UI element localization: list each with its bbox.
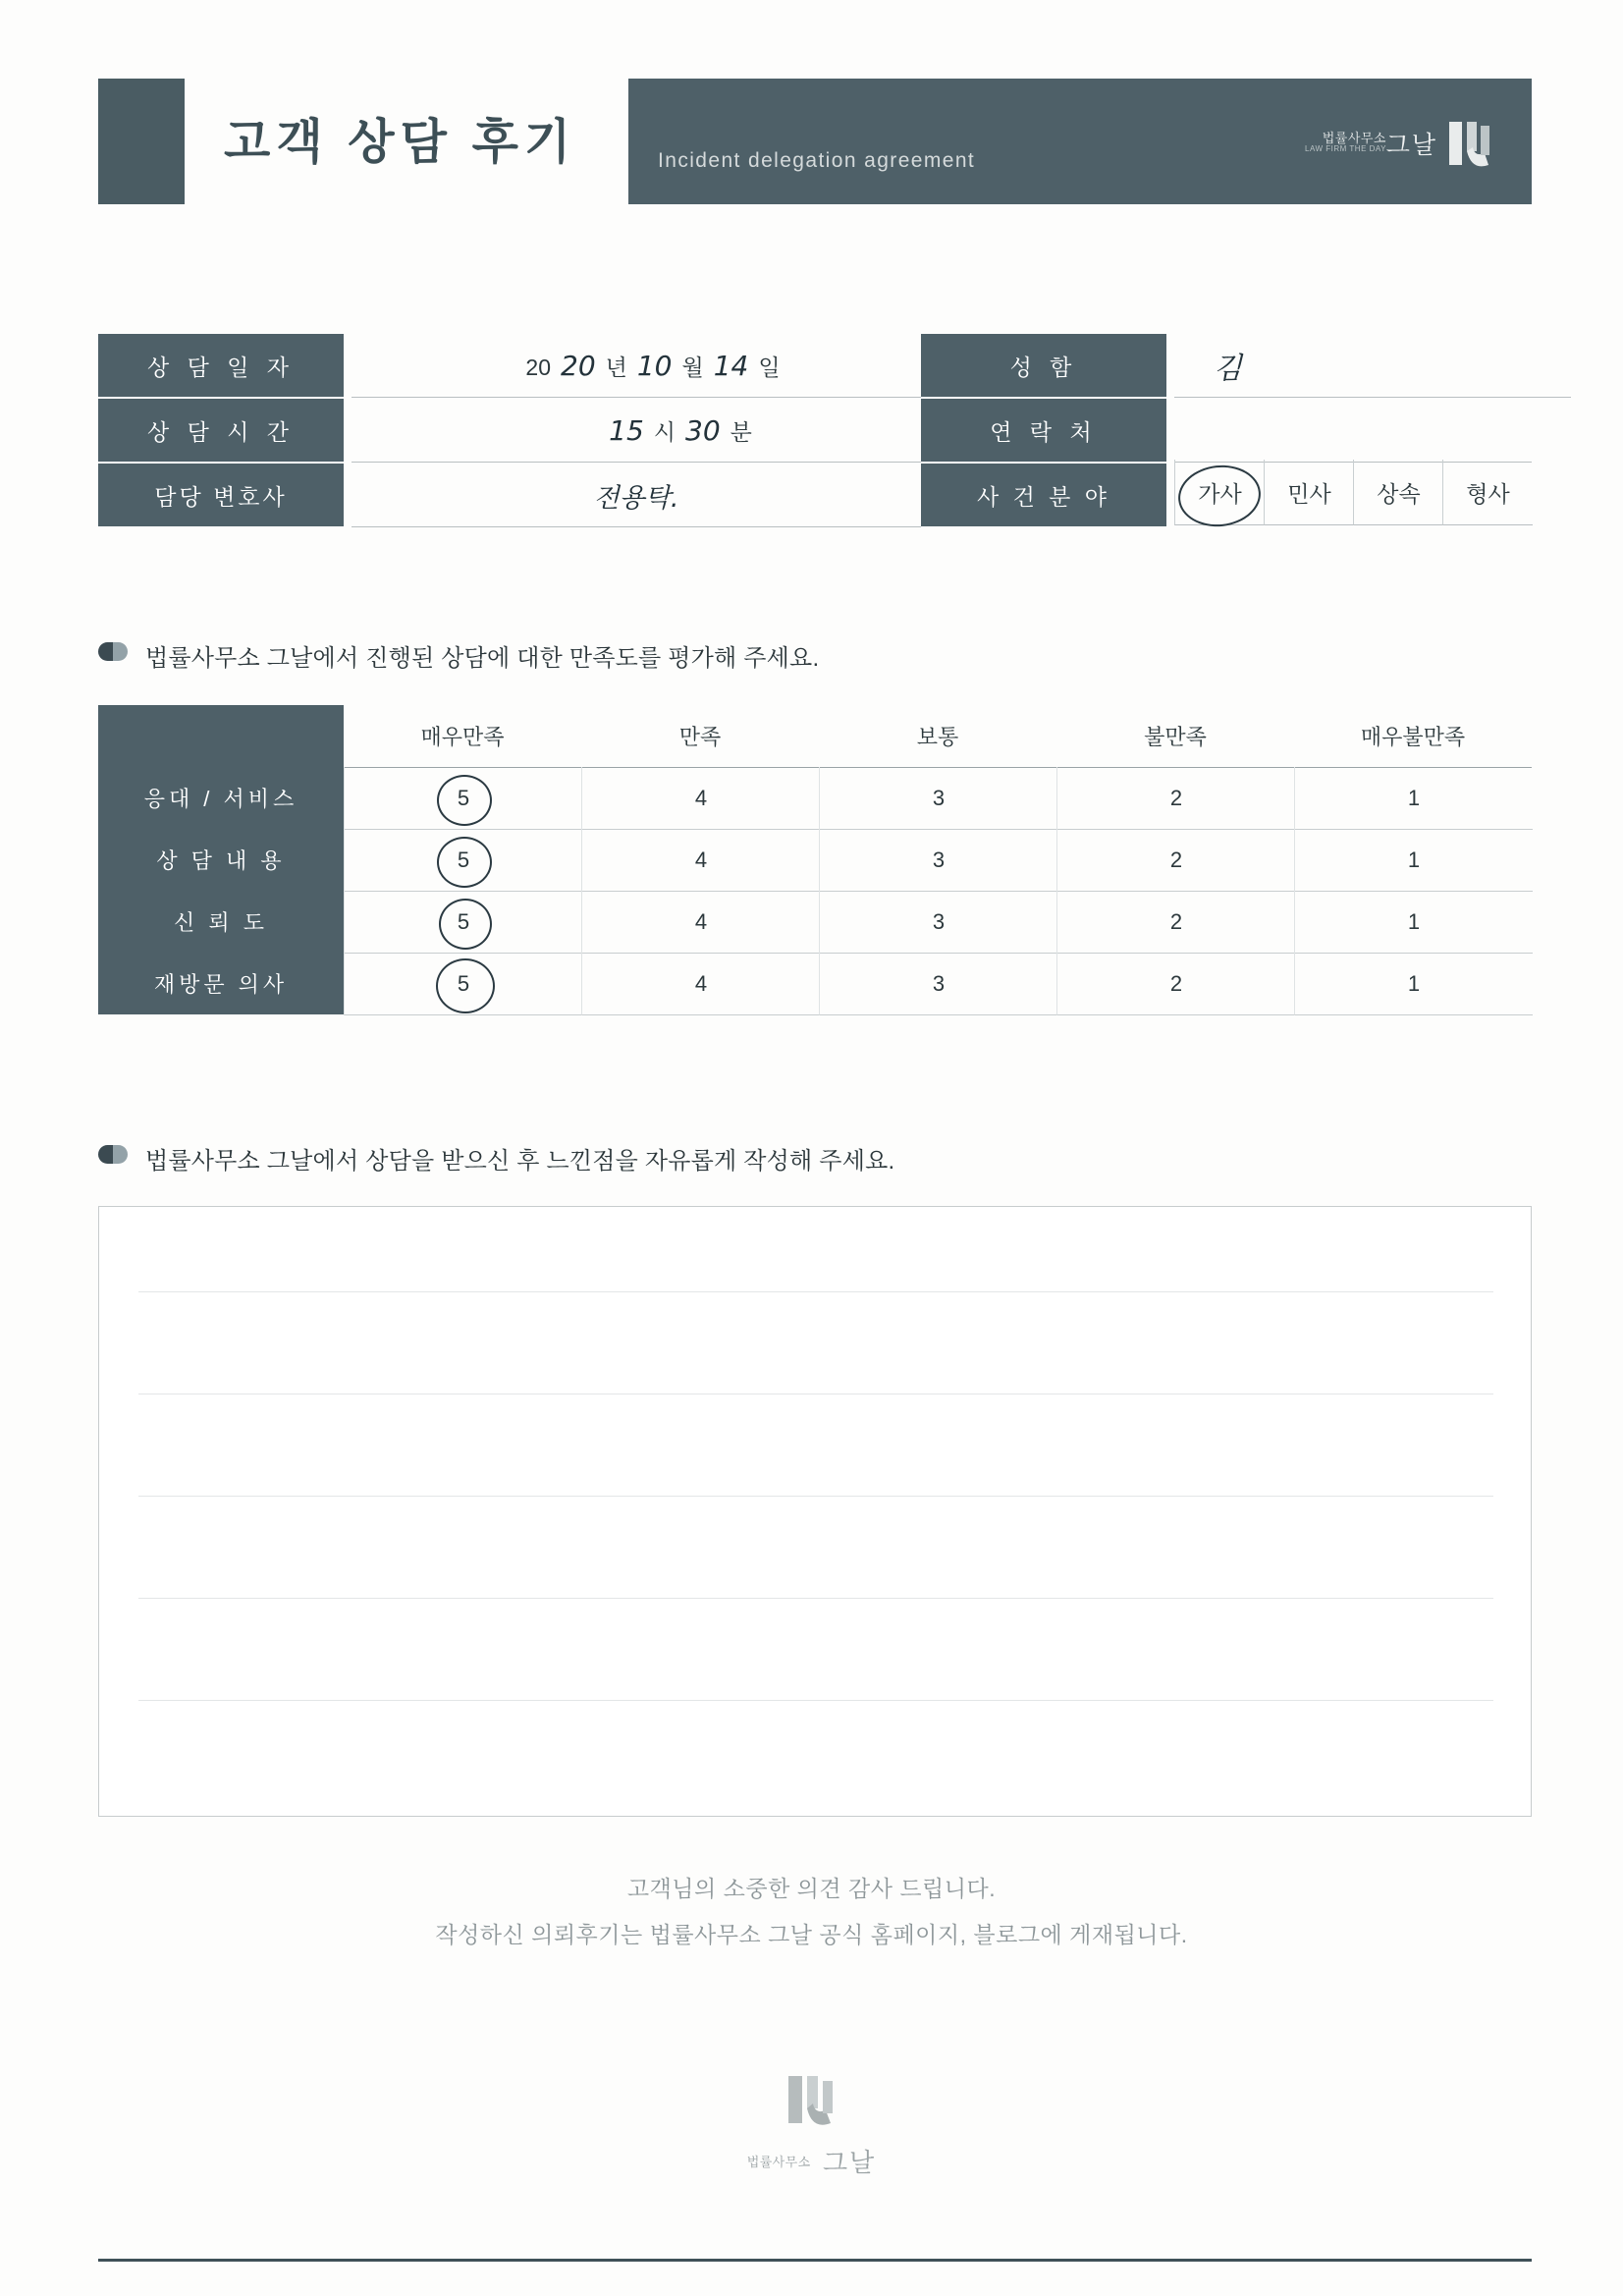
bullet-icon-2 [98,1145,128,1164]
rating-row-1-label: 상 담 내 용 [98,829,344,891]
date-day-unit: 일 [758,354,781,380]
value-contact[interactable] [1174,399,1532,463]
rating-col-0: 매우만족 [344,705,581,768]
label-lawyer: 담당 변호사 [98,464,344,526]
header-bar [628,79,1532,204]
table-row [98,953,1532,1014]
rating-cell-3-3[interactable]: 2 [1056,953,1295,1015]
brand-logo-small-text-en: LAW FIRM THE DAY [1305,144,1386,153]
rating-cell-0-4[interactable]: 1 [1294,767,1533,830]
rating-row-2-label: 신 뢰 도 [98,891,344,953]
satisfaction-rating-table [98,705,1532,1014]
rating-cell-2-3[interactable]: 2 [1056,891,1295,954]
date-year-prefix: 20 [525,354,551,380]
case-option-3[interactable] [1442,460,1533,525]
comment-rule-5 [138,1700,1493,1701]
lawyer-name-value: 전용탁. [593,482,679,514]
rating-cell-0-2[interactable]: 3 [819,767,1057,830]
brand-logo [1251,118,1496,179]
label-case-field: 사 건 분 야 [921,464,1166,526]
rating-cell-3-1[interactable]: 4 [581,953,820,1015]
value-client-name[interactable] [1174,334,1571,398]
comment-textarea[interactable] [98,1206,1532,1817]
date-day-value: 14 [713,349,749,382]
table-row [98,767,1532,829]
rating-cell-1-3[interactable]: 2 [1056,829,1295,892]
rating-cell-2-1[interactable]: 4 [581,891,820,954]
rating-cell-2-2[interactable]: 3 [819,891,1057,954]
question-2: 법률사무소 그날에서 상담을 받으신 후 느낀점을 자유롭게 작성해 주세요. [145,1148,895,1175]
rating-cell-0-1[interactable]: 4 [581,767,820,830]
label-consult-time: 상 담 시 간 [98,399,344,462]
document-header [98,79,1532,204]
label-contact: 연 락 처 [921,399,1166,462]
value-consult-time[interactable] [352,399,921,463]
value-consult-date[interactable] [352,334,921,398]
footer-logo-small-text: 법률사무소 [746,2155,811,2169]
label-consult-date: 상 담 일 자 [98,334,344,397]
footer-line-1: 고객님의 소중한 의견 감사 드립니다. [626,1876,997,1901]
rating-cell-1-0[interactable]: 5 [344,829,582,892]
header-subtitle: Incident delegation agreement [658,149,976,172]
rating-cell-3-2[interactable]: 3 [819,953,1057,1015]
rating-col-3: 불만족 [1056,705,1294,768]
case-option-1-label: 민사 [1287,480,1331,507]
question-1: 법률사무소 그날에서 진행된 상담에 대한 만족도를 평가해 주세요. [145,645,820,672]
rating-row-3-label: 재방문 의사 [98,953,344,1014]
footer-line-2: 작성하신 의뢰후기는 법률사무소 그날 공식 홈페이지, 블로그에 게재됩니다. [435,1922,1188,1947]
case-option-3-label: 형사 [1466,480,1510,507]
date-year-unit: 년 [605,354,627,380]
law-firm-mark-icon [1445,118,1496,177]
rating-cell-3-4[interactable]: 1 [1294,953,1533,1015]
time-hour-value: 15 [609,413,644,447]
case-option-0-label: 가사 [1198,480,1242,507]
rating-row-0-label: 응대 / 서비스 [98,767,344,829]
date-year-value: 20 [561,349,596,382]
consultation-info-table [98,334,1532,526]
rating-table-corner [98,705,344,767]
date-month-value: 10 [636,349,673,382]
comment-rule-3 [138,1496,1493,1497]
rating-col-2: 보통 [819,705,1056,768]
case-option-2[interactable] [1353,460,1443,525]
table-row [98,891,1532,953]
rating-cell-1-2[interactable]: 3 [819,829,1057,892]
case-option-2-label: 상속 [1377,480,1421,507]
bottom-divider [98,2259,1532,2262]
rating-cell-1-1[interactable]: 4 [581,829,820,892]
rating-cell-0-3[interactable]: 2 [1056,767,1295,830]
rating-cell-2-0[interactable]: 5 [344,891,582,954]
rating-col-1: 만족 [581,705,819,768]
footer-brand-logo [714,2072,910,2179]
rating-cell-1-4[interactable]: 1 [1294,829,1533,892]
rating-cell-3-0[interactable]: 5 [344,953,582,1015]
law-firm-mark-icon [783,2072,841,2137]
comment-rule-1 [138,1291,1493,1292]
time-hour-unit: 시 [653,418,676,445]
date-month-unit: 월 [681,354,704,380]
rating-col-4: 매우불만족 [1294,705,1532,768]
brand-logo-name: 그날 [1385,132,1437,159]
rating-cell-2-4[interactable]: 1 [1294,891,1533,954]
case-option-0[interactable] [1174,460,1265,525]
time-minute-value: 30 [685,413,721,447]
client-name-value: 김 [1214,352,1242,386]
footer-logo-name: 그날 [823,2148,877,2177]
table-row [98,829,1532,891]
header-accent-square [98,79,185,204]
value-lawyer[interactable] [352,464,921,527]
label-client-name: 성 함 [921,334,1166,397]
time-minute-unit: 분 [730,418,752,445]
rating-header-row [98,705,1532,767]
comment-rule-4 [138,1598,1493,1599]
bullet-icon-1 [98,642,128,661]
case-option-1[interactable] [1264,460,1354,525]
rating-cell-0-0[interactable]: 5 [344,767,582,830]
page-title: 고객 상담 후기 [224,116,577,169]
brand-logo-small-text: 법률사무소 [1322,131,1386,145]
